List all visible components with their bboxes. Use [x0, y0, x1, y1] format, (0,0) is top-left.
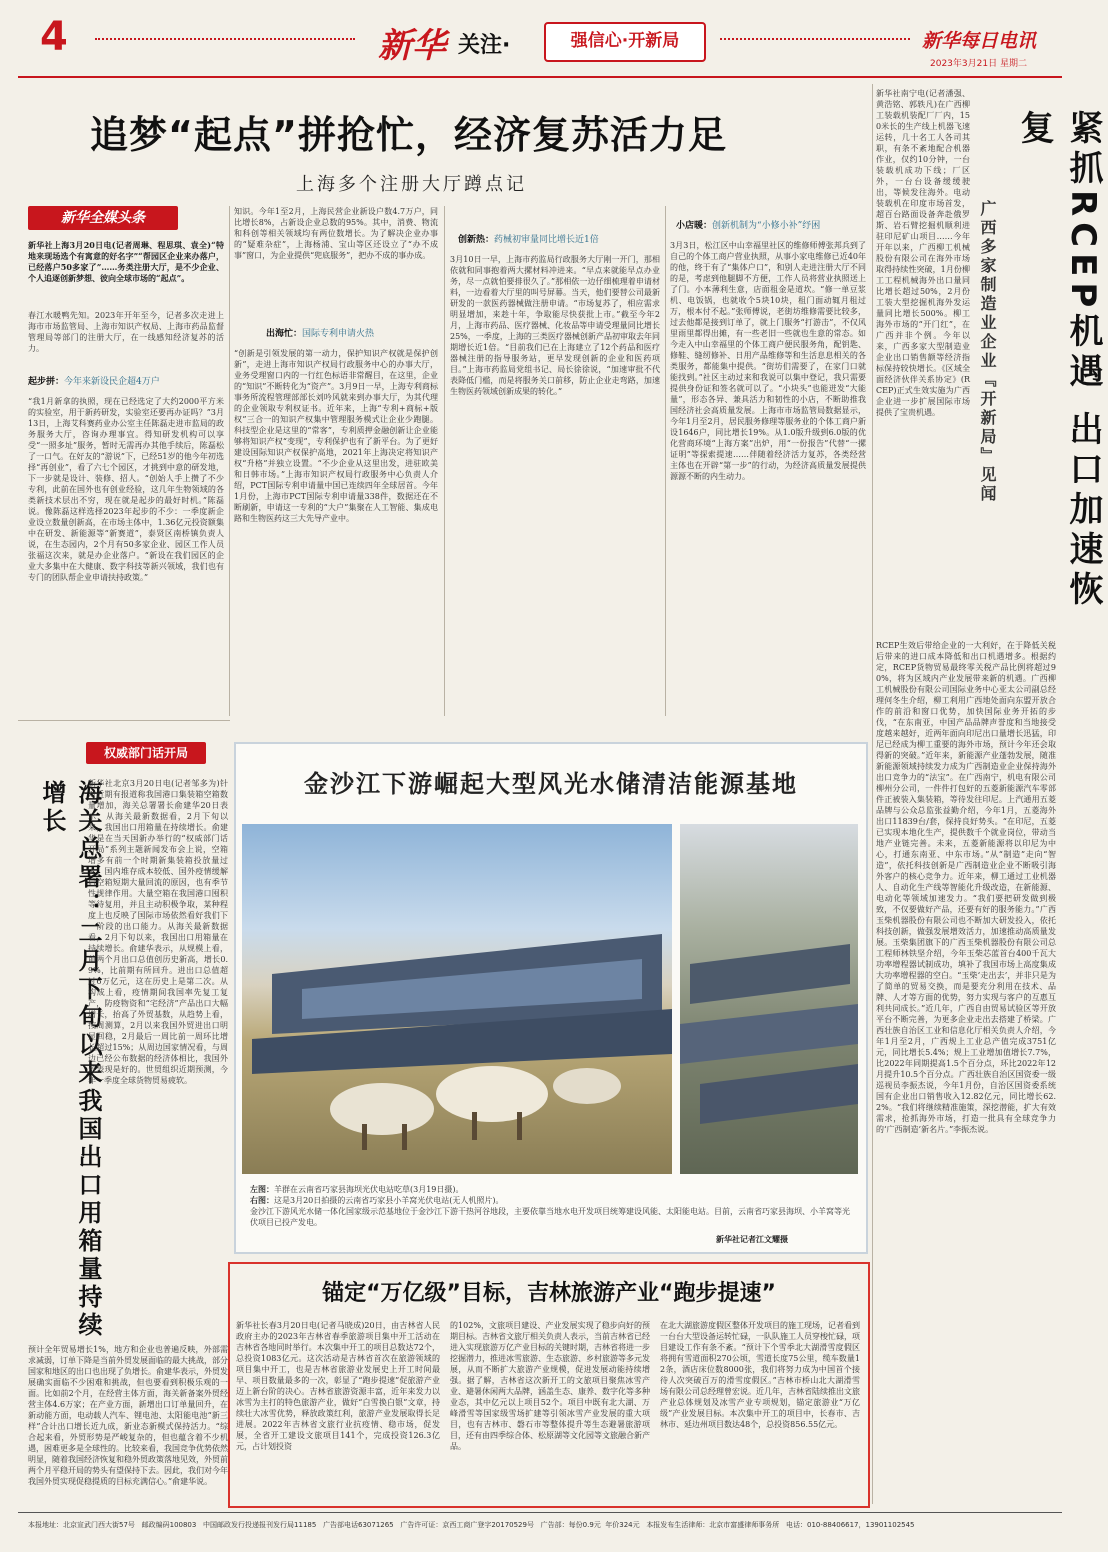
- subhead-1-label: 起步拼：: [28, 377, 65, 387]
- subhead-3-label: 创新热：: [458, 235, 495, 245]
- header-rule: [18, 76, 1062, 78]
- jilin-title: 锚定“万亿级”目标，吉林旅游产业“跑步提速”: [322, 1281, 776, 1306]
- rcep-lead: 新华社南宁电(记者潘强、黄浩铭、郭轶凡)在广西柳工装载机装配厂厂内，150米长的生产线上机器飞速运转，几十名工人各司其职，有条不紊地配合机器作业，仅约10分钟，一台装载机成功下线；厂区外，一台台设备缓缓驶出，等候发往海外。电动装载机在印度市场首发，超百台路面设备奔赴俄罗斯、岩石臂挖掘机顺利进驻印尼矿山项目……今年开年以来，广西柳工机械股份有限公司在海外市场取得持续性突破，1月份柳工工程机械海外出口量同比增长超过50%，2月份工装大型挖掘机海外发运量同比增长500%。柳工海外市场的“开门红”，在广西并非个例。今年以来，广西多家大型制造业企业出口销售额等经济指标保持较快增长。《区域全面经济伙伴关系协定》(RCEP)正式生效实施为广西企业进一步扩展国际市场提供了宝贵机遇。: [876, 89, 970, 417]
- main-lead: 新华社上海3月20日电(记者周琳、程思琪、袁全)“特地来现场选个有寓意的好名字”“帮园区企业来办落户，已经落户50多家了”……务类注册大厅，是不少企业、个人追逐创新梦想、彼向全球市场的“起点”。: [28, 240, 224, 283]
- subhead-4-text: 创新机制为“小修小补”纾困: [712, 221, 821, 231]
- jilin-col3: 在北大湖旅游度假区整体开发项目的施工现场，记者看到一台台大型设备运转忙碌，一队队施工人员穿梭忙碌，项目建设工作有条不紊。“预计下个雪季北大湖滑雪度假区将拥有雪道面积270公顷，雪道长度75公里，缆车数量12条，酒店床位数8000张，我们将努力成为中国首个接待人次突破百万的滑雪度假区。”吉林市桥山北大湖滑雪场有限公司总经理曾宏说。近几年，吉林省陆续推出文旅产业总体规划及冰雪产业专项规划，锚定旅游业“万亿级”产业发展目标。本次集中开工的项目中，长春市、吉林市、延边州项目数达48个，总投资856.55亿元。: [660, 1321, 860, 1429]
- main-subhead-4: [676, 218, 876, 231]
- footer-ad-license: 广告许可证：京西工商广登字20170529号: [400, 1521, 534, 1529]
- footer-ad-phone: 广告部电话63071265: [323, 1521, 394, 1529]
- section-name: 关注·: [458, 33, 511, 58]
- subhead-4-label: 小店暖：: [676, 221, 713, 231]
- main-col1-body: “我1月新拿的执照，现在已经选定了大约2000平方米的实验室，用于新药研发，实验室还要再办证吗？”3月13日，上海艾科赛药业办公室主任陈磊走进市监局的政务服务大厅，咨询办理事宜。得知研发机构可以享受“一照多址”服务，暂时无需再办其他手续后，陈磊松了一口气。在好友的“游说”下，已经51岁的他今年初选择“再创业”，看了六七个园区，才挑到中意的研发地，下一步就是设计、装修、招人。“创始人手上攒了不少专利，此前在国外也有创业经验，这几年生物领域的各类新技术层出不穷，现在就是起步的最好时机。”陈磊说。像陈磊这样选择2023年起步的不少：一季度新企业设立数量创新高，在市场主体中，1.36亿元投资额集中在研发、新能源等“新赛道”，泰贤区南桥镇负责人说，在生态园内，2个月有50多家企业、园区工作人员张福这次来，就是办企业落户。“新设在我们园区的企业大多集中在大健康、数字科技等新兴领域，我们也有专门的团队帮企业申请扶持政策。”: [28, 397, 224, 582]
- slogan-text: 强信心·开新局: [570, 31, 680, 51]
- column-tag-label: 新华全媒头条: [61, 210, 145, 226]
- main-col2-body: “创新是引领发展的第一动力，保护知识产权就是保护创新”，走进上海市知识产权局行政服务中心的办事大厅，业务受理窗口内的一行红色标语非常醒目，在这里，企业的“知识”不断转化为“资产”。3月9日一早，上海专利商标事务所流程管理部部长刘吟风就来到办事大厅，为其代理的企业领取专利权证书。近年来，上海“专利+商标+版权”三合一的知识产权集中管理服务模式让企业少跑腿。科技型企业是这里的“常客”，专利质押金融创新让企业能够将知识产权“变现”，专利保护也有了新平台。为了更好建设国际知识产权保护高地，2021年上海决定将知识产权“升格”并独立设置。“不少企业从这里出发，进驻欧美和日韩市场。”上海市知识产权局行政服务中心负责人介绍，PCT国际专利申请量中国已连续四年全球居首。今年1月份，上海市PCT国际专利申请量338件，数据还在不断刷新，申请这一专利的“大户”集聚在人工智能、集成电路和生物医药这三大先导产业中。: [234, 349, 438, 523]
- rcep-title: 紧抓RCEP机遇 出口加速恢复: [1014, 110, 1103, 612]
- footer-zip: 邮政编码100803: [141, 1521, 197, 1529]
- main-subtitle: 上海多个注册大厅蹲点记: [296, 174, 527, 195]
- footer-retail: 广告部：每份0.9元: [540, 1521, 601, 1529]
- column-divider: [665, 206, 666, 716]
- footer-annual: 年价324元: [605, 1521, 640, 1529]
- subhead-2-label: 出海忙：: [266, 329, 303, 339]
- slogan-badge: [544, 22, 706, 62]
- customs-title: 海关总署：二月下旬以来我国出口用箱量持续增长: [38, 780, 102, 1340]
- paper-name: 新华每日电讯: [922, 30, 1037, 52]
- column-tag-xinhua: [28, 206, 178, 230]
- footer: [28, 1520, 1058, 1536]
- brand-logo: 新华: [378, 26, 446, 66]
- jilin-col2: 的102%，文旅项目建设、产业发展实现了稳步向好的预期目标。吉林省文旅厅相关负责人表示，当前吉林省已经进入实现旅游万亿产业目标的关键时期，吉林省将进一步挖掘潜力，推进冰雪旅游、生态旅游、乡村旅游等多元发展，从而不断扩大旅游产业规模，促进发展动能持续增强。据了解，吉林省这次新开工的文旅项目聚焦冰雪产业、避暑休闲两大品牌，涵盖生态、康养、数字化等多种业态，其中亿元以上项目52个。项目中既有北大湖、万峰滑雪等国家级雪场扩建等引领冰雪产业发展的重大项目，也有吉林市、磐石市等整体提升等生态避暑旅游项目，还有由四季综合体、松原湖等文化园等文旅融合新产品。: [450, 1321, 650, 1451]
- subhead-1-text: 今年来新设民企超4万户: [64, 377, 160, 387]
- footer-address: 本报地址：北京宣武门西大街57号: [28, 1521, 135, 1529]
- caption-body: 金沙江下游风光水储一体化国家级示范基地位于金沙江下游干热河谷地段，主要依靠当地水电开发项目统筹建设风能、太阳能电站。目前，云南省巧家县海坝、小羊窝等光伏项目已投产发电。: [250, 1207, 850, 1227]
- customs-text: 新华社北京3月20日电(记者邹多为)针对近期有报道称我国港口集装箱空箱数量增加，海关总署署长俞建华20日表示，从海关最新数据看，2月下旬以来，我国出口用箱量在持续增长。俞建华是在当天国新办举行的“权威部门话开局”系列主题新闻发布会上说，空箱增多有前一个时期新集装箱投放量过大、国内堆存成本较低、国外疫情缓解后空箱短期大量回流的原因，也有季节性规律作用。大量空箱在我国港口囤积等待复用，并且主动积极争取，某种程度上也反映了国际市场依然看好我们下一阶段的出口能力。从海关最新数据看，2月下旬以来，我国出口用箱量在持续增长。俞建华表示，从规模上看，前两个月出口总值创历史新高，增长0.9%，比前期有所回升。进出口总值超过6万亿元，这在历史上是第二次。从构成上看，疫情期间我国率先复工复产，防疫物资和“宅经济”产品出口大幅增长，抬高了外贸基数，从趋势上看，按周测算，2月以来我国外贸进出口明显回稳，2月最后一周比前一周环比增长超过15%；从周边国家情况看，与周边已经公布数据的经济体相比，我国外贸表现是好的。世贸组织近期预测，今年一季度全球货物贸易疲软。: [88, 779, 228, 1085]
- main-col2: 知识。今年1至2月，上海民营企业新设户数4.7万户，同比增长8%，占新设企业总数的95%。其中，消费、物流和科创等相关领域均有两位数增长。为了解决企业办事的“疑难杂症”，上海杨浦、宝山等区还设立了“办不成事”窗口，为企业提供“兜底服务”，把办不成的事办成。: [234, 207, 438, 260]
- caption-right-label: 右图：: [250, 1195, 274, 1205]
- photo-feature: [234, 742, 868, 1254]
- column-tag-authority-label: 权威部门话开局: [103, 746, 188, 760]
- main-subhead-1: [28, 374, 224, 387]
- column-divider: [872, 84, 873, 1504]
- jilin-col1: 新华社长春3月20日电(记者马晓成)20日，由吉林省人民政府主办的2023年吉林省春季旅游项目集中开工活动在吉林省各地同时举行。本次集中开工的项目总数达72个，总投资1083亿元。这次活动是吉林省首次在旅游领域的项目集中开工，也是吉林省旅游业发展史上开工时间最早、项目数量最多的一次，彰显了“跑步提速”促旅游产业迈上新台阶的决心。吉林省旅游资源丰富，近年来发力以冰雪为主打的特色旅游产业，做好“白雪换白银”文章，持续壮大冰雪优势，释放政策红利，旅游产业发展取得长足进展。2022年吉林省文旅行业抗疫情、稳市场，促发展，全省开工建设文旅项目141个，完成投资126.3亿元，占计划投资: [236, 1321, 440, 1451]
- section-rule: [18, 720, 230, 721]
- photo-sheep-grazing: [242, 824, 672, 1174]
- page-header: [0, 0, 1080, 78]
- photo-feature-title: 金沙江下游崛起大型风光水储清洁能源基地: [304, 770, 798, 798]
- column-tag-authority: [86, 742, 206, 764]
- issue-date: 2023年3月21日 星期二: [930, 59, 1027, 69]
- jilin-article-box: [228, 1262, 870, 1508]
- footer-distribution: 中国邮政发行投递报刊发行局11185: [203, 1521, 317, 1529]
- column-divider: [444, 206, 445, 716]
- photo-credit: 新华社记者江文耀摄: [716, 1234, 788, 1244]
- photo-aerial-solar: [680, 824, 858, 1174]
- footer-rule: [18, 1512, 1062, 1513]
- solar-field-illustration: [242, 824, 672, 1174]
- customs-text-continued: 预计全年贸易增长1%，地方和企业也普遍反映，外部需求减弱，订单下降是当前外贸发展面临的最大挑战，部分国家和地区的出口也出现了负增长。俞建华表示，外贸发展确实面临不少困难和挑战，但也要看到积极乐观的一面。比如前2个月，在经营主体方面，海关新备案外贸经营主体4.6万家；在产业方面，新增出口订单量回升，在新动能方面，电动载人汽车、锂电池、太阳能电池“新三样”合计出口增长近九成，新业态新模式保持活力。“综合起来看，外贸形势是严峻复杂的，但也蕴含着不少机遇，困难更多是全球性的。比较来看，我国竞争优势依然明显，随着我国经济恢复和稳外贸政策落地见效，外贸前两个月平稳开局的势头有望保持下去。因此，我们对今年我国外贸实现促稳提质的目标充满信心。”俞建华说。: [28, 1345, 228, 1486]
- page-number: 4: [40, 14, 68, 60]
- main-subhead-2: [266, 326, 436, 339]
- footer-printer: 本报发布生活律师：北京市富盛律师事务所: [646, 1521, 780, 1529]
- caption-left-label: 左图：: [250, 1184, 274, 1194]
- column-divider: [229, 206, 230, 716]
- subhead-2-text: 国际专利申请火热: [302, 329, 375, 339]
- caption-right: 这是3月20日拍摄的云南省巧家县小羊窝光伏电站(无人机照片)。: [274, 1196, 504, 1205]
- rcep-subtitle: 广西多家制造业企业『开新局』见闻: [978, 200, 997, 504]
- main-col4: 3月3日，松江区中山幸福里社区的维修师傅张邦兵到了自己的个体工商户营业执照，从事小家电维修已近40年的他，终于有了“集体户口”，和别人走进注册大厅不同的是，考虑到他腿脚不方便，工作人员将营业执照送上了门。小本薄利生意，店面租金是道坎。“修一单豆浆机、电饭锅，也就收个5块10块，租门面动辄月租过万，根本付不起。”张师傅说，老街坊维修需要比较多，过去他都是接到订单了，就上门服务“打游击”，不仅风里雨里都得出摊，有一些老旧一些就也生意的常态。如今走入中山幸福里的个体工商户便民服务角，配钥匙、修鞋、缝纫修补、日用产品维修等和生活息息相关的各类服务，都能集中提供。“街坊们需要了，在家门口就能找到。”社区主动过来和我说可以集中登记，我只需要提供身份证和签名就可以了。“小块头”也能迸发“大能量”，形态各异、兼具活力和韧性的小店，不断助推我国经济社会高质量发展。上海市市场监管局数据显示，今年1月至2月，居民服务修理等服务业的个体工商户新设1646户，同比增长19%。从1.0版升级到6.0版的优化营商环境“上海方案”出炉，用“一份报告”代替“一摞证明”等探索提速……伴随着经济活力复苏，各类经营主体也在开辟“第一步”的行动，为经济高质量发展提供源源不断的内生动力。: [670, 241, 866, 481]
- footer-hotline: 电话：010-88406617，13901102545: [786, 1521, 915, 1529]
- rcep-body: RCEP生效后带给企业的一大利好，在于降低关税后带来的进口成本降低和出口机遇增多。根据约定，RCEP货物贸易最终零关税产品比例将超过90%，将为区域内产业发展带来新的机遇。广西柳工机械股份有限公司国际业务中心亚太公司副总经理何冬生介绍，柳工利用广西地处面向东盟开放合作的前沿和窗口优势，加快国际业务开拓的步伐，“在东南亚，中国产品品牌声誉度和当地接受度越来越好，近两年面向印尼出口量增长迅猛，印尼已经成为柳工重要的海外市场，预计今年还会取得新的突破。”近年来，新能源产业蓬勃发展，随准新能源领域持续发力成为广西制造业企业保持海外出口竞争力的“法宝”。在广西南宁，机电有限公司柳州分公司，一件件打包好的五菱新能源汽车零部件正被装入集装箱，等待发往印尼。上汽通用五菱品牌与公众总监张益勤介绍，今年1月，五菱海外出口11839台/套，保持良好势头。“在印尼，五菱已实现本地化生产，提供数千个就业岗位，带动当地产业链完善。未来，五菱新能源将以印尼为中心，打通东南亚、中东市场。”从“制造”走向“智造”，依托科技创新是广西制造业企业不断吸引海外客户的核心竞争力。近年来，柳工通过工业机器人、自动化生产线等智能化升级改造，在新能源、电动化等领域加速发力。“我们要把研发做到极致，不仅要做好产品，还要有好的服务能力。”广西玉柴机器股份有限公司也不断加大研发投入，依托科技创新，做强发展增效活力，加速推动高质量发展。玉柴集团旗下的广西玉柴机器股份有限公司总工程师林铁坚介绍，今年玉柴芯蓝首台400千瓦大功率增程器试制成功，填补了我国市场上高度集成大功率增程器的空白。“玉柴‘走出去’，并非只是为了简单的贸易交换，而是要充分利用在技术、品牌、人才等方面的优势，努力实现与客户的互惠互利共同成长。”近几年，广西自由贸易试验区等开放平台不断完善，为更多企业走出去搭建了桥梁。广西壮族自治区工业和信息化厅相关负责人介绍，今年1月至2月，广西规上工业总产值完成3751亿元，同比增长5.4%；规上工业增加值增长7.7%，比2022年同期提高1.5个百分点，环比2022年12月提升10.5个百分点。广西壮族自治区国资委一级巡视员李振杰说，今年1月份，自治区国资委系统国有企业出口销售收入12.82亿元，同比增长62.2%。“我们将继续精准施策，深挖潜能，扩大有效需求，抢抓海外市场，打造一批具有全球竞争力的‘广西制造’新名片。”李振杰说。: [876, 641, 1056, 1134]
- main-subhead-3: [458, 232, 658, 245]
- subhead-3-text: 药械初审量同比增长近1倍: [494, 235, 599, 245]
- aerial-solar-illustration: [680, 824, 858, 1174]
- header-dashes-right: [720, 38, 910, 40]
- main-headline: 追梦“起点”拼抢忙，经济复苏活力足: [90, 113, 727, 157]
- caption-left: 羊群在云南省巧家县海坝光伏电站吃草(3月19日摄)。: [274, 1185, 464, 1194]
- header-dashes: [95, 38, 355, 40]
- main-col3: 3月10日一早，上海市药监局行政服务大厅刚一开门，那相依就和同事抱着两大摞材料冲进来。“早点来就能早点办业务，尽一点就怕要排很久了。”那相依一边仔细梳理着申请材料，一边看着大厅里的叫号屏幕。当天，他们要替公司最新研发的一款医药器械做注册申请。“市场复苏了，相应需求明显增加，来趁十年，争取能尽快获批上市。”截至今年2月，上海市药品、医疗器械、化妆品等申请受理量同比增长25%，一季度，上海的三类医疗器械创新产品初审取去年同期增长近1倍。“目前我们已在上海建立了12个药品和医疗器械注册的指导服务站，更早发现创新的企业和医药项目。”上海市药监局党组书记、局长徐徐说，“加速审批不代表降低门槛，而是将服务关口前移，防止企业走弯路，加速生物医药领域创新成果的转化。”: [450, 255, 660, 396]
- main-col1-intro: 春江水暖鸭先知。2023年开年至今，记者多次走进上海市市场监管局、上海市知识产权局、上海市药品监督管理局等部门的注册大厅，在一线感知经济复苏的活力。: [28, 311, 224, 353]
